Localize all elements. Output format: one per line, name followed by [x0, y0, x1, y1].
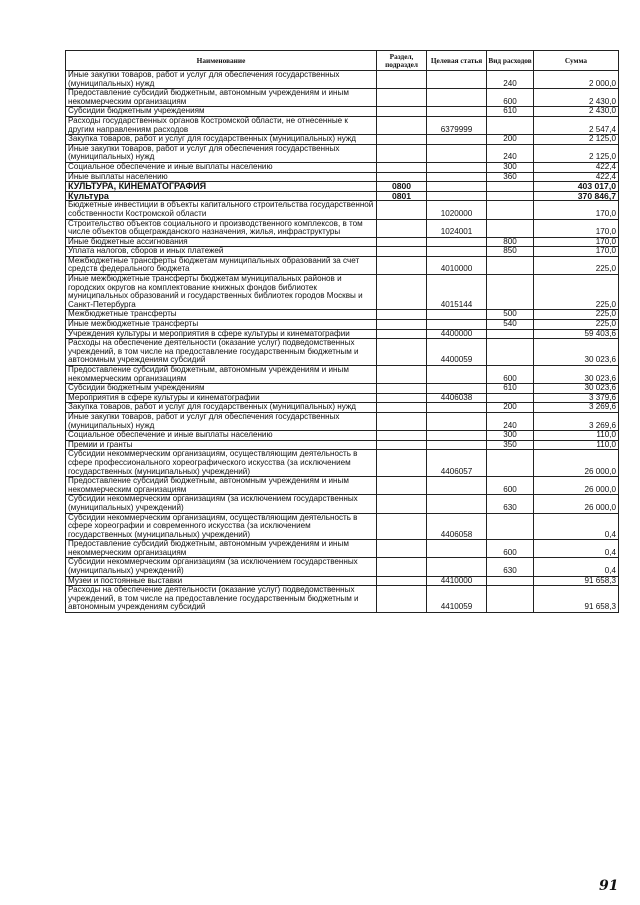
cell-sum: 91 658,3	[534, 576, 619, 586]
cell-name: Субсидии бюджетным учреждениям	[66, 384, 377, 394]
cell-section: 0801	[377, 191, 427, 201]
cell-name: Музеи и постоянные выставки	[66, 576, 377, 586]
cell-section	[377, 135, 427, 145]
cell-target	[427, 440, 487, 450]
cell-section	[377, 403, 427, 413]
cell-name: Субсидии некоммерческим организациям (за исключением государственных (муниципальных) учреждений)	[66, 558, 377, 576]
cell-target	[427, 247, 487, 257]
cell-expense-type: 600	[487, 540, 534, 558]
cell-name: Межбюджетные трансферты бюджетам муниципальных образований за счет средств федерального бюджета	[66, 256, 377, 274]
cell-sum: 3 269,6	[534, 412, 619, 430]
cell-section	[377, 89, 427, 107]
cell-target	[427, 107, 487, 117]
cell-sum: 2 000,0	[534, 71, 619, 89]
cell-target	[427, 412, 487, 430]
cell-sum: 170,0	[534, 237, 619, 247]
table-header-row	[66, 51, 619, 71]
cell-name: Расходы на обеспечение деятельности (оказание услуг) подведомственных учреждений, в том числе на предоставление государственным бюджетным и автономным учреждениям субсидий	[66, 339, 377, 366]
cell-name: Иные межбюджетные трансферты	[66, 320, 377, 330]
table-row	[66, 540, 619, 558]
table-row	[66, 89, 619, 107]
table-row	[66, 162, 619, 172]
cell-sum: 170,0	[534, 201, 619, 219]
cell-section	[377, 393, 427, 403]
cell-name: КУЛЬТУРА, КИНЕМАТОГРАФИЯ	[66, 182, 377, 192]
cell-name: Иные закупки товаров, работ и услуг для обеспечения государственных (муниципальных) нужд	[66, 412, 377, 430]
cell-expense-type	[487, 339, 534, 366]
header-target: Целевая статья	[427, 51, 487, 71]
cell-section	[377, 237, 427, 247]
table-row	[66, 71, 619, 89]
cell-name: Предоставление субсидий бюджетным, автономным учреждениям и иным некоммерческим организациям	[66, 477, 377, 495]
cell-sum: 370 846,7	[534, 191, 619, 201]
cell-target	[427, 310, 487, 320]
cell-target: 4410059	[427, 586, 487, 613]
cell-expense-type: 540	[487, 320, 534, 330]
cell-section	[377, 384, 427, 394]
cell-name: Уплата налогов, сборов и иных платежей	[66, 247, 377, 257]
table-row	[66, 384, 619, 394]
cell-target	[427, 320, 487, 330]
cell-sum: 3 269,6	[534, 403, 619, 413]
cell-sum: 225,0	[534, 310, 619, 320]
cell-target	[427, 384, 487, 394]
cell-sum: 170,0	[534, 219, 619, 237]
cell-target	[427, 144, 487, 162]
cell-target: 4406057	[427, 450, 487, 477]
cell-sum: 0,4	[534, 558, 619, 576]
cell-section	[377, 513, 427, 540]
cell-target: 4400000	[427, 329, 487, 339]
cell-target: 4400059	[427, 339, 487, 366]
cell-expense-type: 610	[487, 384, 534, 394]
cell-expense-type: 360	[487, 172, 534, 182]
cell-name: Премии и гранты	[66, 440, 377, 450]
table-row	[66, 247, 619, 257]
table-row	[66, 275, 619, 310]
cell-target	[427, 191, 487, 201]
cell-expense-type	[487, 256, 534, 274]
table-row	[66, 320, 619, 330]
page-number: 91	[599, 878, 619, 894]
cell-target	[427, 162, 487, 172]
cell-name: Иные межбюджетные трансферты бюджетам муниципальных районов и городских округов на комплектование книжных фондов библиотек муниципальных образований и государственных библиотек городов Москвы и Санкт-Петербурга	[66, 275, 377, 310]
table-body	[66, 71, 619, 613]
cell-expense-type	[487, 201, 534, 219]
table-row	[66, 586, 619, 613]
header-sum: Сумма	[534, 51, 619, 71]
cell-expense-type: 350	[487, 440, 534, 450]
cell-expense-type: 500	[487, 310, 534, 320]
cell-section	[377, 558, 427, 576]
cell-section	[377, 339, 427, 366]
cell-sum: 422,4	[534, 162, 619, 172]
cell-target	[427, 172, 487, 182]
table-row	[66, 116, 619, 134]
cell-sum: 2 430,0	[534, 89, 619, 107]
cell-target: 1020000	[427, 201, 487, 219]
table-row	[66, 339, 619, 366]
cell-section	[377, 107, 427, 117]
cell-section	[377, 576, 427, 586]
cell-target	[427, 431, 487, 441]
cell-name: Иные бюджетные ассигнования	[66, 237, 377, 247]
cell-name: Закупка товаров, работ и услуг для государственных (муниципальных) нужд	[66, 403, 377, 413]
table-row	[66, 431, 619, 441]
cell-expense-type	[487, 586, 534, 613]
cell-expense-type	[487, 329, 534, 339]
header-name: Наименование	[66, 51, 377, 71]
cell-target	[427, 477, 487, 495]
cell-sum: 59 403,6	[534, 329, 619, 339]
cell-sum: 26 000,0	[534, 477, 619, 495]
table-row	[66, 412, 619, 430]
cell-target	[427, 71, 487, 89]
cell-expense-type	[487, 219, 534, 237]
cell-sum: 225,0	[534, 256, 619, 274]
header-section: Раздел, подраздел	[377, 51, 427, 71]
cell-name: Мероприятия в сфере культуры и кинематографии	[66, 393, 377, 403]
cell-sum: 110,0	[534, 431, 619, 441]
table-row	[66, 256, 619, 274]
cell-section	[377, 431, 427, 441]
cell-section	[377, 247, 427, 257]
cell-section	[377, 162, 427, 172]
cell-expense-type: 600	[487, 366, 534, 384]
cell-expense-type: 300	[487, 162, 534, 172]
cell-sum: 170,0	[534, 247, 619, 257]
table-row	[66, 513, 619, 540]
cell-name: Культура	[66, 191, 377, 201]
cell-expense-type: 850	[487, 247, 534, 257]
cell-sum: 2 430,0	[534, 107, 619, 117]
cell-name: Иные закупки товаров, работ и услуг для обеспечения государственных (муниципальных) нужд	[66, 144, 377, 162]
cell-sum: 225,0	[534, 320, 619, 330]
cell-name: Предоставление субсидий бюджетным, автономным учреждениям и иным некоммерческим организациям	[66, 366, 377, 384]
cell-name: Учреждения культуры и мероприятия в сфере культуры и кинематографии	[66, 329, 377, 339]
cell-section	[377, 71, 427, 89]
cell-sum: 2 125,0	[534, 135, 619, 145]
cell-section	[377, 256, 427, 274]
cell-section	[377, 219, 427, 237]
cell-expense-type	[487, 116, 534, 134]
cell-sum: 422,4	[534, 172, 619, 182]
cell-sum: 2 125,0	[534, 144, 619, 162]
cell-sum: 0,4	[534, 540, 619, 558]
cell-sum: 403 017,0	[534, 182, 619, 192]
cell-target: 4406058	[427, 513, 487, 540]
cell-sum: 26 000,0	[534, 450, 619, 477]
cell-sum: 225,0	[534, 275, 619, 310]
cell-name: Субсидии бюджетным учреждениям	[66, 107, 377, 117]
cell-target	[427, 403, 487, 413]
cell-name: Субсидии некоммерческим организациям, осуществляющим деятельность в сфере хореографии и современного искусства (за исключением государственных (муниципальных) учреждений)	[66, 513, 377, 540]
cell-section	[377, 320, 427, 330]
cell-target: 1024001	[427, 219, 487, 237]
cell-sum: 2 547,4	[534, 116, 619, 134]
cell-sum: 30 023,6	[534, 339, 619, 366]
cell-target: 4406038	[427, 393, 487, 403]
cell-expense-type: 600	[487, 89, 534, 107]
cell-sum: 26 000,0	[534, 495, 619, 513]
cell-expense-type: 800	[487, 237, 534, 247]
cell-expense-type	[487, 513, 534, 540]
cell-expense-type	[487, 191, 534, 201]
cell-section	[377, 144, 427, 162]
table-row	[66, 219, 619, 237]
cell-name: Субсидии некоммерческим организациям, осуществляющим деятельность в сфере профессионального хореографического искусства (за исключением государственных (муниципальных) учреждений)	[66, 450, 377, 477]
cell-name: Социальное обеспечение и иные выплаты населению	[66, 162, 377, 172]
cell-name: Бюджетные инвестиции в объекты капитального строительства государственной собственности Костромской области	[66, 201, 377, 219]
table-row	[66, 495, 619, 513]
cell-expense-type: 240	[487, 412, 534, 430]
cell-expense-type	[487, 182, 534, 192]
cell-target	[427, 558, 487, 576]
header-expense-type: Вид расходов	[487, 51, 534, 71]
cell-expense-type: 630	[487, 558, 534, 576]
cell-section	[377, 116, 427, 134]
cell-section	[377, 495, 427, 513]
table-row	[66, 182, 619, 192]
cell-name: Иные закупки товаров, работ и услуг для обеспечения государственных (муниципальных) нужд	[66, 71, 377, 89]
cell-name: Социальное обеспечение и иные выплаты населению	[66, 431, 377, 441]
table-row	[66, 477, 619, 495]
cell-target	[427, 89, 487, 107]
cell-target: 4010000	[427, 256, 487, 274]
cell-expense-type: 240	[487, 71, 534, 89]
cell-section	[377, 450, 427, 477]
cell-sum: 30 023,6	[534, 366, 619, 384]
cell-section	[377, 540, 427, 558]
cell-target	[427, 237, 487, 247]
cell-sum: 30 023,6	[534, 384, 619, 394]
table-row	[66, 450, 619, 477]
cell-section	[377, 275, 427, 310]
cell-section	[377, 329, 427, 339]
cell-target: 6379999	[427, 116, 487, 134]
cell-section	[377, 201, 427, 219]
cell-expense-type: 240	[487, 144, 534, 162]
cell-name: Иные выплаты населению	[66, 172, 377, 182]
cell-target: 4410000	[427, 576, 487, 586]
cell-expense-type	[487, 576, 534, 586]
cell-section	[377, 310, 427, 320]
cell-expense-type	[487, 450, 534, 477]
cell-section: 0800	[377, 182, 427, 192]
cell-expense-type: 200	[487, 403, 534, 413]
cell-target	[427, 366, 487, 384]
cell-expense-type: 610	[487, 107, 534, 117]
cell-sum: 0,4	[534, 513, 619, 540]
cell-target: 4015144	[427, 275, 487, 310]
cell-target	[427, 135, 487, 145]
cell-target	[427, 540, 487, 558]
cell-expense-type: 600	[487, 477, 534, 495]
cell-sum: 91 658,3	[534, 586, 619, 613]
cell-expense-type: 630	[487, 495, 534, 513]
cell-target	[427, 182, 487, 192]
cell-sum: 3 379,6	[534, 393, 619, 403]
cell-name: Расходы государственных органов Костромской области, не отнесенные к другим направлениям расходов	[66, 116, 377, 134]
cell-target	[427, 495, 487, 513]
cell-name: Предоставление субсидий бюджетным, автономным учреждениям и иным некоммерческим организациям	[66, 89, 377, 107]
table-row	[66, 558, 619, 576]
cell-section	[377, 440, 427, 450]
cell-name: Предоставление субсидий бюджетным, автономным учреждениям и иным некоммерческим организациям	[66, 540, 377, 558]
table-row	[66, 135, 619, 145]
cell-section	[377, 586, 427, 613]
cell-section	[377, 366, 427, 384]
cell-name: Межбюджетные трансферты	[66, 310, 377, 320]
table-row	[66, 201, 619, 219]
cell-expense-type: 200	[487, 135, 534, 145]
cell-section	[377, 412, 427, 430]
cell-sum: 110,0	[534, 440, 619, 450]
cell-name: Строительство объектов социального и производственного комплексов, в том числе объектов общегражданского назначения, жилья, инфраструктуры	[66, 219, 377, 237]
cell-name: Субсидии некоммерческим организациям (за исключением государственных (муниципальных) учреждений)	[66, 495, 377, 513]
cell-name: Расходы на обеспечение деятельности (оказание услуг) подведомственных учреждений, в том числе на предоставление государственным бюджетным и автономным учреждениям субсидий	[66, 586, 377, 613]
budget-table	[65, 50, 619, 613]
cell-name: Закупка товаров, работ и услуг для государственных (муниципальных) нужд	[66, 135, 377, 145]
table-row	[66, 144, 619, 162]
cell-section	[377, 477, 427, 495]
cell-expense-type: 300	[487, 431, 534, 441]
table-row	[66, 366, 619, 384]
cell-expense-type	[487, 275, 534, 310]
